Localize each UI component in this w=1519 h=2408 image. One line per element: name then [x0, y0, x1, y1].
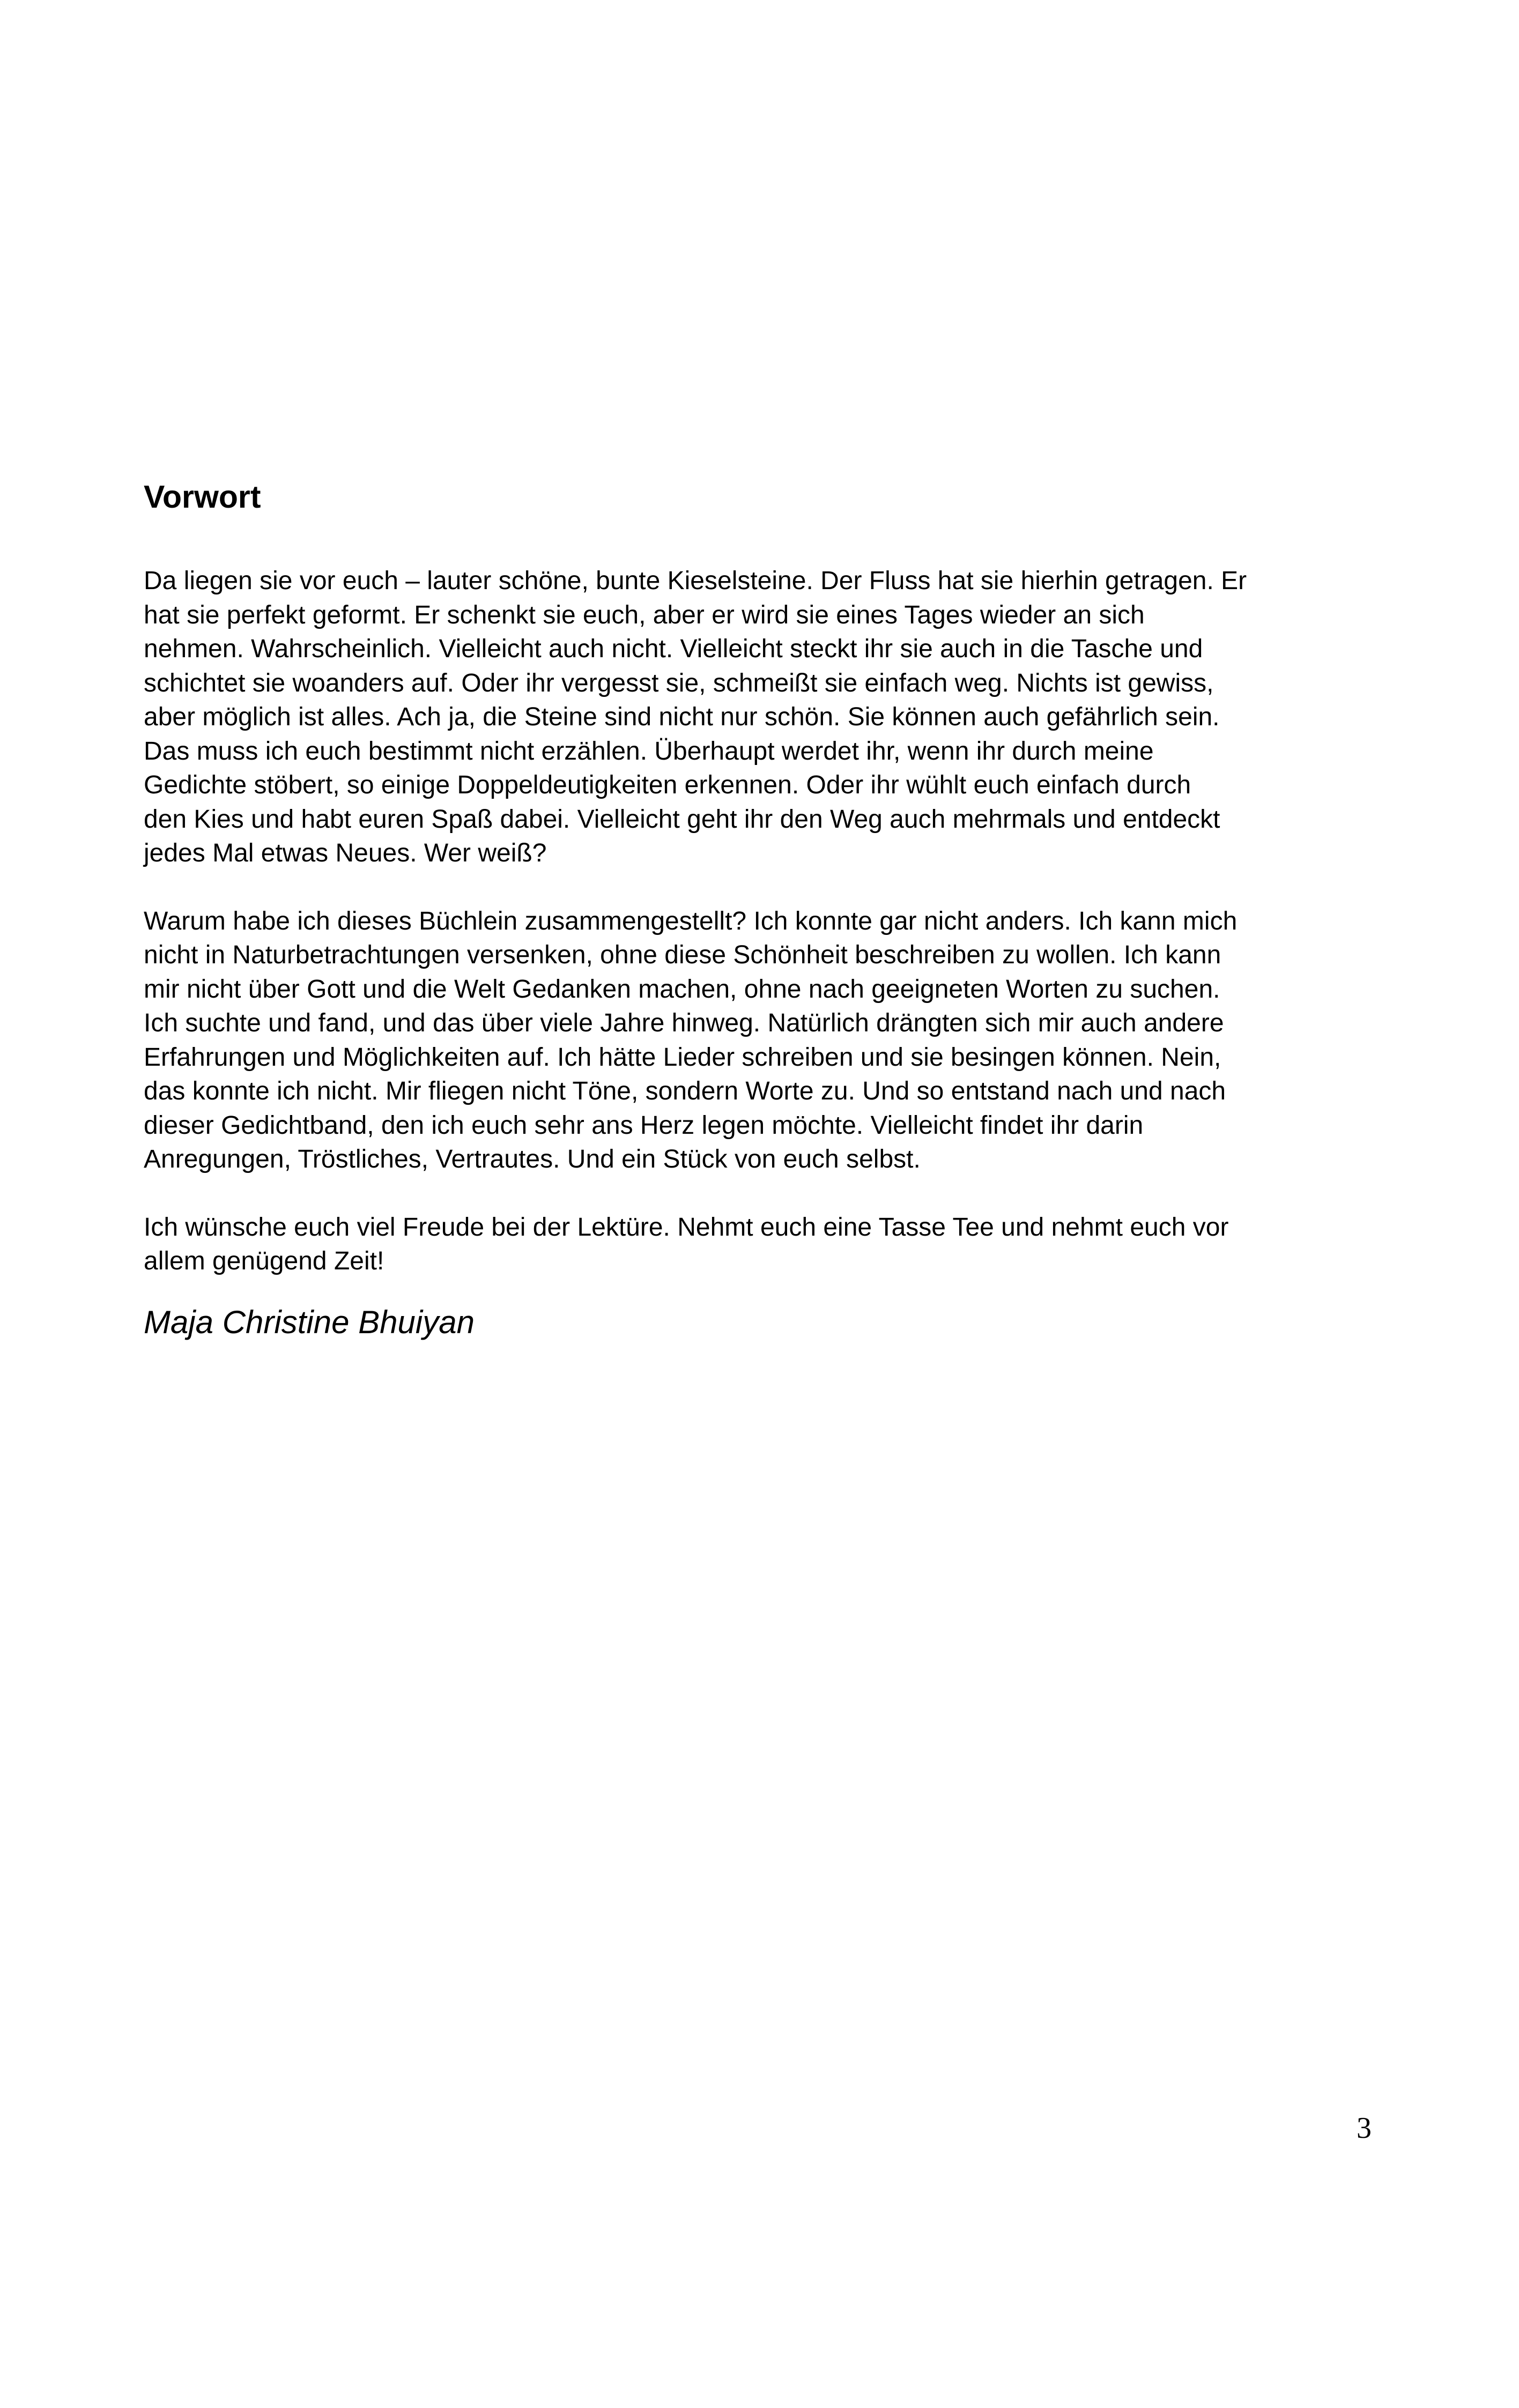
text-line: mir nicht über Gott und die Welt Gedanken machen, ohne nach geeigneten Worten zu suchen. [144, 975, 1220, 1004]
text-line: aber möglich ist alles. Ach ja, die Steine sind nicht nur schön. Sie können auch gefährlich sein. [144, 703, 1220, 731]
text-line: nehmen. Wahrscheinlich. Vielleicht auch nicht. Vielleicht steckt ihr sie auch in die Tasche und [144, 635, 1203, 663]
paragraph-2 [144, 904, 1270, 1177]
text-line: Das muss ich euch bestimmt nicht erzählen. Überhaupt werdet ihr, wenn ihr durch meine [144, 737, 1154, 765]
text-line: das konnte ich nicht. Mir fliegen nicht Töne, sondern Worte zu. Und so entstand nach und nach [144, 1077, 1226, 1105]
paragraph-1 [144, 564, 1270, 871]
text-line: Ich wünsche euch viel Freude bei der Lektüre. Nehmt euch eine Tasse Tee und nehmt euch vor [144, 1213, 1229, 1242]
foreword-section [144, 477, 1270, 1343]
text-line: Erfahrungen und Möglichkeiten auf. Ich hätte Lieder schreiben und sie besingen können. Nein, [144, 1043, 1221, 1072]
text-line: Da liegen sie vor euch – lauter schöne, bunte Kieselsteine. Der Fluss hat sie hierhin getragen. Er [144, 567, 1247, 595]
text-line: den Kies und habt euren Spaß dabei. Vielleicht geht ihr den Weg auch mehrmals und entdeckt [144, 805, 1220, 834]
text-line: Anregungen, Tröstliches, Vertrautes. Und ein Stück von euch selbst. [144, 1145, 921, 1173]
text-line: dieser Gedichtband, den ich euch sehr ans Herz legen möchte. Vielleicht findet ihr darin [144, 1111, 1144, 1140]
text-line: Warum habe ich dieses Büchlein zusammengestellt? Ich konnte gar nicht anders. Ich kann mich [144, 906, 1238, 935]
text-line: allem genügend Zeit! [144, 1247, 384, 1275]
page-title: Vorwort [144, 479, 261, 515]
text-line: Gedichte stöbert, so einige Doppeldeutigkeiten erkennen. Oder ihr wühlt euch einfach durch [144, 771, 1191, 799]
text-line: schichtet sie woanders auf. Oder ihr vergesst sie, schmeißt sie einfach weg. Nichts ist gewiss, [144, 668, 1214, 697]
text-line: Ich suchte und fand, und das über viele Jahre hinweg. Natürlich drängten sich mir auch andere [144, 1009, 1224, 1037]
paragraph-3 [144, 1210, 1270, 1279]
text-line: jedes Mal etwas Neues. Wer weiß? [144, 839, 547, 867]
text-line: nicht in Naturbetrachtungen versenken, ohne diese Schönheit beschreiben zu wollen. Ich kann [144, 941, 1221, 969]
author-signature: Maja Christine Bhuiyan [144, 1304, 475, 1340]
text-line: hat sie perfekt geformt. Er schenkt sie euch, aber er wird sie eines Tages wieder an sich [144, 600, 1145, 629]
page-number: 3 [1357, 2112, 1372, 2145]
